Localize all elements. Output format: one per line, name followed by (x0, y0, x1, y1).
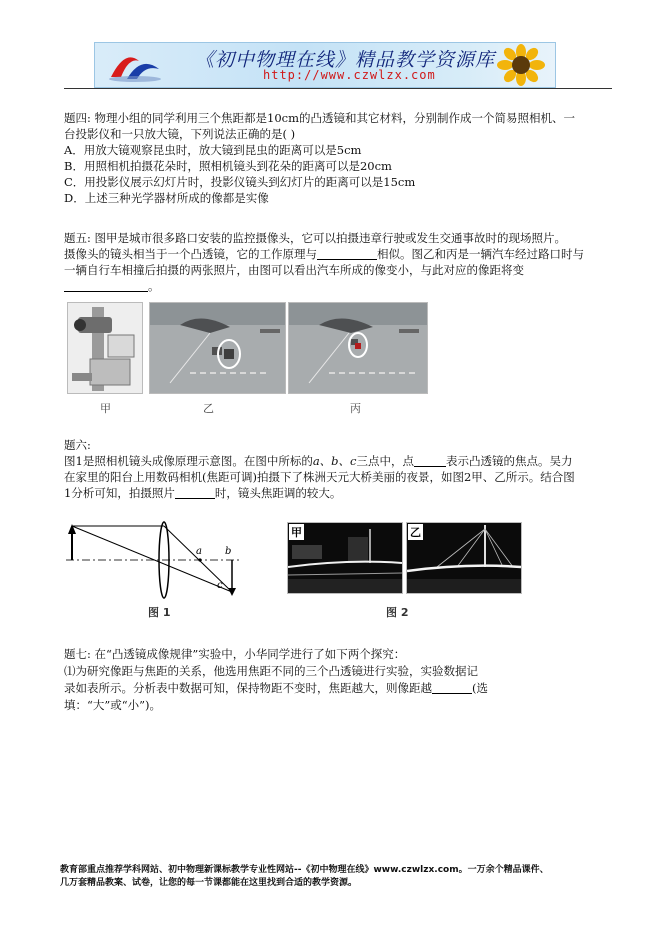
q5-line2b: 相似。图乙和丙是一辆汽车经过路口时与 (377, 247, 584, 261)
point-c-label: c (217, 580, 223, 591)
q5-line2a: 摄像头的镜头相当于一个凸透镜，它的工作原理与 (64, 247, 317, 261)
street-photo-yi (149, 302, 286, 394)
caption-jia: 甲 (100, 402, 111, 415)
fig2-tag-yi: 乙 (410, 526, 421, 539)
answer-blank[interactable] (175, 486, 215, 499)
question-5 (64, 230, 594, 294)
q6-line3a: 1分析可知，拍摄照片 (64, 486, 175, 500)
caption-yi: 乙 (203, 402, 214, 415)
q6-points: a、b、c (312, 454, 357, 468)
q4-option-a: A．用放大镜观察昆虫时，放大镜到昆虫的距离可以是5cm (64, 143, 362, 157)
night-bridge-photo-jia (287, 522, 403, 594)
question-6 (64, 437, 594, 501)
question-4 (64, 110, 594, 206)
q6-title: 题六: (64, 438, 91, 452)
point-b-label: b (225, 546, 232, 557)
fig2-tag-jia: 甲 (291, 526, 302, 539)
answer-blank[interactable] (432, 681, 472, 694)
answer-blank[interactable] (414, 454, 446, 467)
answer-blank[interactable] (317, 247, 377, 260)
q6-line1b: 三点中，点 (356, 454, 414, 468)
q4-option-b: B．用照相机拍摄花朵时，照相机镜头到花朵的距离可以是20cm (64, 159, 392, 173)
footer-line1: 教育部重点推荐学科网站、初中物理新课标教学专业性网站--《初中物理在线》www.czwlzx.com。一万余个精品课件、 (60, 865, 549, 875)
q7-line1: 题七: 在“凸透镜成像规律”实验中，小华同学进行了如下两个探究： (64, 647, 406, 661)
q7-line3b: (选 (472, 681, 488, 695)
footer-line2: 几万套精品教案、试卷，让您的每一节课都能在这里找到合适的教学资源。 (60, 878, 358, 888)
q5-line4-end: 。 (148, 279, 160, 293)
q5-line1: 题五: 图甲是城市很多路口安装的监控摄像头，它可以拍摄违章行驶或发生交通事故时的现场照片。 (64, 231, 567, 245)
point-a-label: a (196, 546, 202, 557)
q4-stem-line2: 台投影仪和一只放大镜，下列说法正确的是( ) (64, 127, 296, 141)
q4-stem-line1: 题四: 物理小组的同学利用三个焦距都是10cm的凸透镜和其它材料，分别制作成一个简易照相机、一 (64, 111, 576, 125)
q7-line2: ⑴为研究像距与焦距的关系，他选用焦距不同的三个凸透镜进行实验，实验数据记 (64, 664, 478, 678)
figure-2-caption: 图 2 (386, 606, 409, 619)
site-logo-icon (105, 47, 165, 83)
q6-line3b: 时，镜头焦距调的较大。 (214, 486, 342, 500)
header-divider (64, 88, 612, 89)
banner-url[interactable]: http://www.czwlzx.com (263, 68, 436, 82)
q6-line2: 在家里的阳台上用数码相机(焦距可调)拍摄下了株洲天元大桥美丽的夜景，如图2甲、乙所示。结合图 (64, 470, 575, 484)
banner-title: 《初中物理在线》精品教学资源库 (195, 49, 496, 71)
night-bridge-photo-yi (406, 522, 522, 594)
answer-blank[interactable] (64, 279, 148, 292)
street-photo-bing (288, 302, 428, 394)
q7-line3a: 录如表所示。分析表中数据可知，保持物距不变时，焦距越大，则像距越 (64, 681, 432, 695)
q7-line4: 填：“大”或“小”)。 (64, 698, 162, 712)
surveillance-camera-icon (68, 303, 142, 393)
lens-diagram (66, 516, 246, 616)
q4-option-d: D．上述三种光学器材所成的像都是实像 (64, 191, 269, 205)
q6-line1c: 表示凸透镜的焦点。吴力 (446, 454, 573, 468)
camera-photo (67, 302, 143, 394)
caption-bing: 丙 (350, 402, 361, 415)
q6-line1a: 图1是照相机镜头成像原理示意图。在图中所标的 (64, 454, 313, 468)
header-banner (94, 42, 556, 88)
page-footer (60, 864, 620, 890)
question-7 (64, 646, 594, 714)
sunflower-icon (491, 44, 551, 86)
q4-option-c: C．用投影仪展示幻灯片时，投影仪镜头到幻灯片的距离可以是15cm (64, 175, 416, 189)
figure-1-caption: 图 1 (148, 606, 171, 619)
q5-line3: 一辆自行车相撞后拍摄的两张照片，由图可以看出汽车所成的像变小，与此对应的像距将变 (64, 263, 524, 277)
